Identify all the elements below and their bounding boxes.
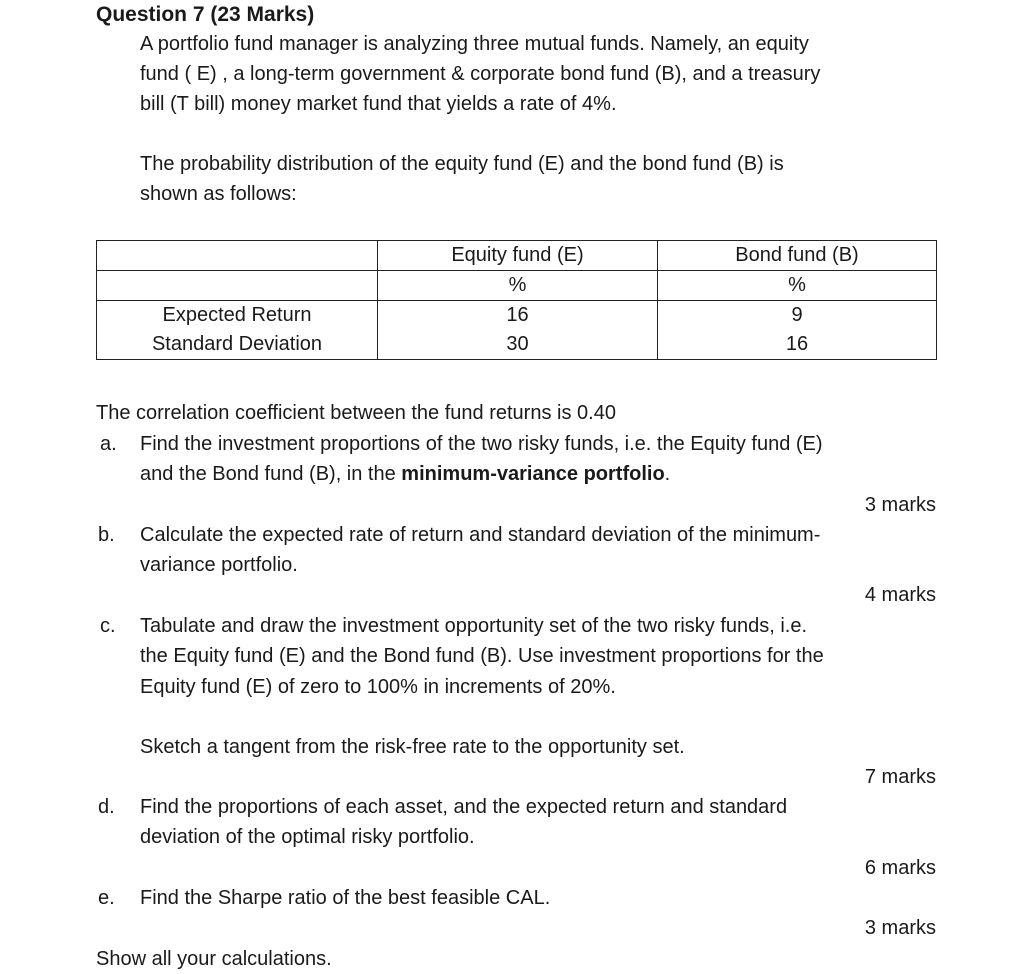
footer-instruction: Show all your calculations. — [96, 948, 332, 970]
part-d-line-1: Find the proportions of each asset, and the expected return and standard — [140, 796, 788, 818]
table-row — [97, 301, 937, 331]
distribution-line-1: The probability distribution of the equity fund (E) and the bond fund (B) is — [140, 153, 784, 175]
part-d-letter: d. — [98, 796, 115, 818]
bond-value: 9 — [658, 301, 937, 331]
bond-value: 16 — [658, 330, 937, 360]
part-d-marks: 6 marks — [864, 857, 936, 879]
equity-value: 30 — [378, 330, 658, 360]
equity-value: 16 — [378, 301, 658, 331]
row-label: Standard Deviation — [97, 330, 378, 360]
part-c-line-2: the Equity fund (E) and the Bond fund (B). Use investment proportions for the — [140, 645, 824, 667]
part-d-line-2: deviation of the optimal risky portfolio. — [140, 826, 475, 848]
part-a-line-2-post: . — [664, 463, 671, 485]
part-b-line-1: Calculate the expected rate of return and standard deviation of the minimum- — [140, 524, 821, 546]
part-a-line-2-pre: and the Bond fund (B), in the — [140, 463, 402, 485]
distribution-table — [96, 240, 937, 360]
part-c-line-3: Equity fund (E) of zero to 100% in increments of 20%. — [140, 676, 616, 698]
part-c-letter: c. — [100, 615, 116, 637]
part-a-letter: a. — [100, 433, 117, 455]
part-b-line-2: variance portfolio. — [140, 554, 298, 576]
question-title: Question 7 (23 Marks) — [96, 3, 315, 26]
part-e-marks: 3 marks — [864, 917, 936, 939]
intro-line-3: bill (T bill) money market fund that yields a rate of 4%. — [140, 93, 617, 115]
intro-line-1: A portfolio fund manager is analyzing three mutual funds. Namely, an equity — [140, 33, 809, 55]
intro-line-2: fund ( E) , a long-term government & corporate bond fund (B), and a treasury — [140, 63, 821, 85]
table-units-row — [97, 271, 937, 301]
table-header-cell — [97, 241, 378, 271]
part-a-keyword: minimum-variance portfolio — [401, 463, 665, 485]
correlation-text: The correlation coefficient between the fund returns is 0.40 — [96, 402, 616, 424]
part-e-line-1: Find the Sharpe ratio of the best feasible CAL. — [140, 887, 551, 909]
part-b-letter: b. — [98, 524, 115, 546]
part-c-marks: 7 marks — [864, 766, 936, 788]
part-b-marks: 4 marks — [864, 584, 936, 606]
table-header-row — [97, 241, 937, 271]
distribution-line-2: shown as follows: — [140, 183, 297, 205]
part-a-line-2 — [140, 459, 670, 489]
table-unit-cell — [97, 271, 378, 301]
table-unit-bond: % — [658, 271, 937, 301]
part-a-line-1: Find the investment proportions of the two risky funds, i.e. the Equity fund (E) — [140, 433, 823, 455]
part-e-letter: e. — [98, 887, 115, 909]
part-c-sketch: Sketch a tangent from the risk-free rate to the opportunity set. — [140, 736, 685, 758]
table-header-bond: Bond fund (B) — [658, 241, 937, 271]
part-c-line-1: Tabulate and draw the investment opportunity set of the two risky funds, i.e. — [140, 615, 808, 637]
table-unit-equity: % — [378, 271, 658, 301]
row-label: Expected Return — [97, 301, 378, 331]
part-a-marks: 3 marks — [864, 494, 936, 516]
table-row — [97, 330, 937, 360]
table-header-equity: Equity fund (E) — [378, 241, 658, 271]
